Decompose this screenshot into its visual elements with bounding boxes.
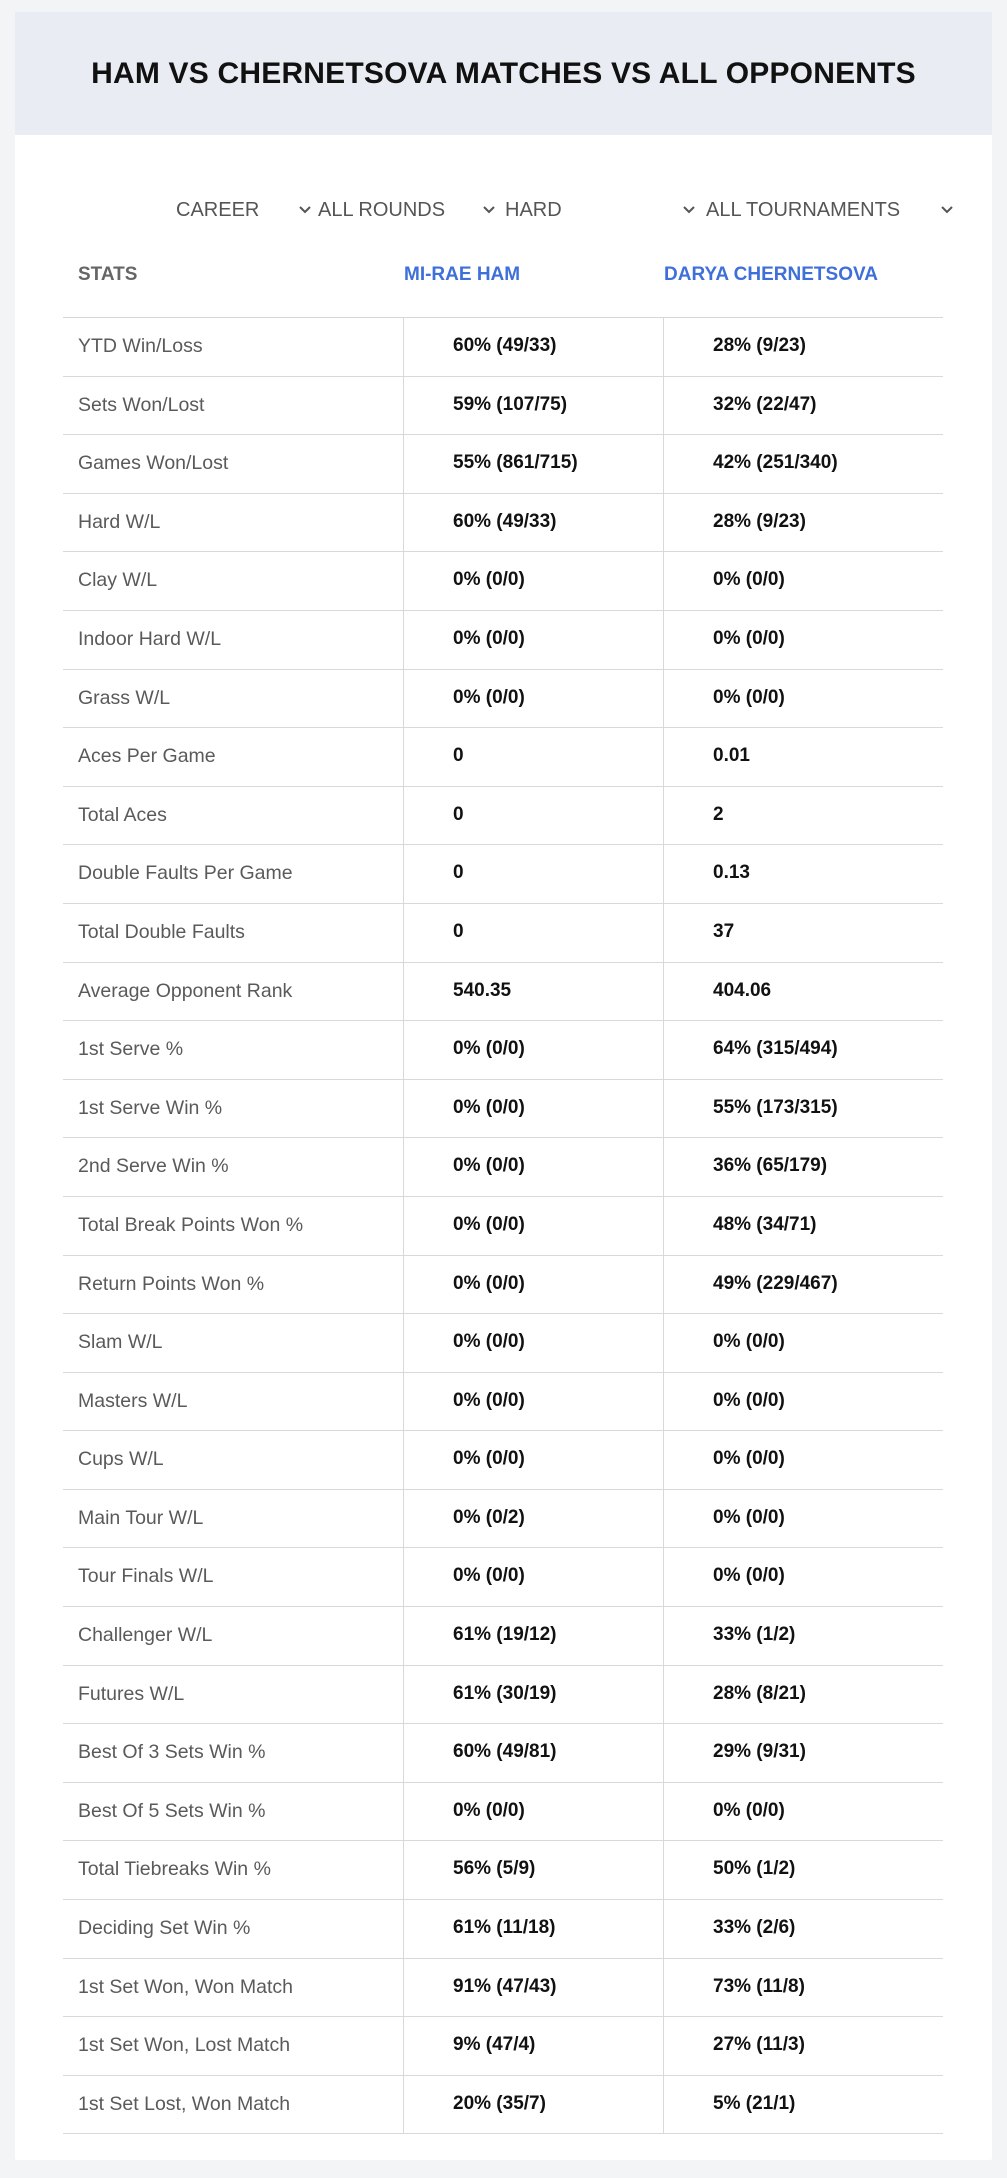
column-divider (663, 1666, 664, 1724)
player2-value: 33% (2/6) (713, 1917, 796, 1939)
column-divider (663, 1959, 664, 2017)
player1-value: 0% (0/0) (453, 569, 525, 591)
table-row (63, 1021, 943, 1080)
column-divider (663, 1431, 664, 1489)
column-divider (663, 1314, 664, 1372)
player2-value: 33% (1/2) (713, 1624, 796, 1646)
table-header (63, 248, 943, 318)
player1-value: 0% (0/0) (453, 1272, 525, 1294)
column-divider (403, 787, 404, 845)
column-divider (403, 845, 404, 903)
stats-card (15, 12, 992, 2160)
row-stat-label: Futures W/L (78, 1682, 185, 1705)
filter-surface-select[interactable] (505, 184, 705, 236)
column-divider (663, 435, 664, 493)
column-divider (663, 1900, 664, 1958)
player1-value: 0% (0/0) (453, 686, 525, 708)
row-stat-label: Indoor Hard W/L (78, 627, 222, 650)
player2-value: 37 (713, 920, 735, 942)
row-stat-label: Total Double Faults (78, 920, 245, 943)
table-row (63, 1080, 943, 1139)
column-divider (663, 728, 664, 786)
chevron-down-icon (681, 202, 697, 218)
column-divider (403, 1197, 404, 1255)
table-row (63, 611, 943, 670)
column-divider (663, 318, 664, 376)
table-row (63, 552, 943, 611)
column-header-player2[interactable]: DARYA CHERNETSOVA (664, 264, 878, 285)
player2-value: 49% (229/467) (713, 1272, 838, 1294)
player1-value: 0% (0/0) (453, 1389, 525, 1411)
player2-value: 48% (34/71) (713, 1213, 817, 1235)
row-stat-label: Clay W/L (78, 569, 158, 592)
column-divider (403, 1256, 404, 1314)
table-row (63, 1959, 943, 2018)
stats-table (63, 248, 943, 2134)
column-divider (403, 904, 404, 962)
player2-value: 0% (0/0) (713, 627, 785, 649)
player2-value: 36% (65/179) (713, 1155, 828, 1177)
player1-value: 0% (0/0) (453, 1331, 525, 1353)
player2-value: 29% (9/31) (713, 1741, 806, 1763)
row-stat-label: 1st Serve Win % (78, 1096, 223, 1119)
column-divider (403, 1783, 404, 1841)
table-row (63, 1197, 943, 1256)
column-divider (403, 552, 404, 610)
column-divider (663, 1548, 664, 1606)
player2-value: 0% (0/0) (713, 1506, 785, 1528)
chevron-down-icon (481, 202, 497, 218)
table-row (63, 963, 943, 1022)
column-divider (403, 670, 404, 728)
row-stat-label: Total Break Points Won % (78, 1213, 304, 1236)
player2-value: 73% (11/8) (713, 1975, 805, 1997)
player2-value: 0% (0/0) (713, 1448, 785, 1470)
table-row (63, 904, 943, 963)
table-row (63, 1256, 943, 1315)
column-divider (403, 318, 404, 376)
row-stat-label: Return Points Won % (78, 1272, 265, 1295)
player1-value: 60% (49/33) (453, 510, 557, 532)
table-row (63, 2017, 943, 2076)
column-divider (403, 1021, 404, 1079)
table-row (63, 670, 943, 729)
player1-value: 61% (30/19) (453, 1682, 557, 1704)
player1-value: 59% (107/75) (453, 393, 568, 415)
filter-career-select[interactable] (176, 184, 316, 236)
row-stat-label: Masters W/L (78, 1389, 188, 1412)
table-row (63, 1138, 943, 1197)
player1-value: 0% (0/2) (453, 1506, 525, 1528)
player1-value: 9% (47/4) (453, 2034, 536, 2056)
table-row (63, 728, 943, 787)
player2-value: 0% (0/0) (713, 686, 785, 708)
row-stat-label: 2nd Serve Win % (78, 1155, 229, 1178)
row-stat-label: YTD Win/Loss (78, 335, 203, 357)
row-stat-label: Best Of 3 Sets Win % (78, 1741, 266, 1764)
player1-value: 0 (453, 803, 464, 825)
player1-value: 540.35 (453, 979, 512, 1001)
column-divider (663, 1256, 664, 1314)
column-divider (403, 1080, 404, 1138)
player1-value: 0 (453, 920, 464, 942)
table-row (63, 845, 943, 904)
player2-value: 0.13 (713, 862, 750, 884)
row-stat-label: Games Won/Lost (78, 452, 229, 475)
table-row (63, 318, 943, 377)
table-row (63, 1548, 943, 1607)
row-stat-label: Deciding Set Win % (78, 1917, 251, 1940)
row-stat-label: Total Tiebreaks Win % (78, 1858, 271, 1881)
player2-value: 0% (0/0) (713, 569, 785, 591)
player1-value: 61% (19/12) (453, 1624, 557, 1646)
column-header-stats: STATS (78, 264, 138, 285)
row-stat-label: Main Tour W/L (78, 1506, 204, 1529)
column-divider (663, 787, 664, 845)
table-row (63, 1841, 943, 1900)
column-divider (403, 1607, 404, 1665)
player2-value: 42% (251/340) (713, 452, 838, 474)
player1-value: 60% (49/81) (453, 1741, 557, 1763)
table-row (63, 494, 943, 553)
player1-value: 0 (453, 862, 464, 884)
column-divider (663, 2076, 664, 2134)
row-stat-label: Slam W/L (78, 1331, 163, 1354)
column-divider (403, 1666, 404, 1724)
player1-value: 0% (0/0) (453, 1096, 525, 1118)
player2-value: 0% (0/0) (713, 1389, 785, 1411)
player2-value: 32% (22/47) (713, 393, 817, 415)
player2-value: 64% (315/494) (713, 1038, 838, 1060)
player2-value: 404.06 (713, 979, 772, 1001)
filter-tournaments-select[interactable] (706, 184, 961, 236)
row-stat-label: Tour Finals W/L (78, 1565, 214, 1588)
player1-value: 60% (49/33) (453, 335, 557, 356)
row-stat-label: Challenger W/L (78, 1624, 213, 1647)
column-divider (663, 552, 664, 610)
column-divider (403, 728, 404, 786)
table-row (63, 1783, 943, 1842)
column-divider (403, 1959, 404, 2017)
row-stat-label: Cups W/L (78, 1448, 164, 1471)
chevron-down-icon (939, 202, 955, 218)
column-divider (403, 1314, 404, 1372)
column-divider (663, 1783, 664, 1841)
column-divider (663, 377, 664, 435)
player1-value: 91% (47/43) (453, 1975, 557, 1997)
column-divider (403, 1724, 404, 1782)
player2-value: 0% (0/0) (713, 1799, 785, 1821)
row-stat-label: Grass W/L (78, 686, 171, 709)
row-stat-label: Total Aces (78, 803, 167, 826)
column-divider (663, 1724, 664, 1782)
row-stat-label: 1st Set Lost, Won Match (78, 2092, 291, 2115)
player1-value: 56% (5/9) (453, 1858, 536, 1880)
table-row (63, 1314, 943, 1373)
filter-rounds-label: ALL ROUNDS (318, 198, 446, 221)
table-row (63, 2076, 943, 2135)
column-divider (403, 1548, 404, 1606)
column-divider (663, 611, 664, 669)
column-divider (663, 494, 664, 552)
column-divider (663, 2017, 664, 2075)
column-divider (403, 611, 404, 669)
row-stat-label: Sets Won/Lost (78, 393, 205, 416)
player1-value: 0% (0/0) (453, 1799, 525, 1821)
column-divider (403, 1138, 404, 1196)
table-row (63, 1724, 943, 1783)
table-row (63, 1607, 943, 1666)
column-divider (663, 845, 664, 903)
column-divider (663, 670, 664, 728)
column-divider (403, 1373, 404, 1431)
player2-value: 28% (9/23) (713, 510, 806, 532)
column-divider (403, 963, 404, 1021)
table-row (63, 1900, 943, 1959)
row-stat-label: Aces Per Game (78, 745, 216, 768)
player2-value: 28% (9/23) (713, 335, 806, 356)
table-row (63, 1490, 943, 1549)
column-divider (663, 904, 664, 962)
player2-value: 27% (11/3) (713, 2034, 805, 2056)
column-divider (663, 1138, 664, 1196)
column-divider (403, 2076, 404, 2134)
column-divider (403, 494, 404, 552)
page-title: HAM VS CHERNETSOVA MATCHES VS ALL OPPONENTS (91, 56, 916, 90)
player1-value: 0% (0/0) (453, 1213, 525, 1235)
table-row (63, 377, 943, 436)
column-divider (663, 1080, 664, 1138)
column-header-player1[interactable]: MI-RAE HAM (404, 264, 521, 285)
player2-value: 0% (0/0) (713, 1565, 785, 1587)
column-divider (663, 1197, 664, 1255)
player2-value: 2 (713, 803, 724, 825)
filter-tournaments-label: ALL TOURNAMENTS (706, 198, 901, 221)
column-divider (663, 1490, 664, 1548)
column-divider (403, 2017, 404, 2075)
player1-value: 0 (453, 745, 464, 767)
column-divider (663, 1607, 664, 1665)
player2-value: 0% (0/0) (713, 1331, 785, 1353)
table-row (63, 787, 943, 846)
row-stat-label: 1st Set Won, Won Match (78, 1975, 293, 1998)
column-divider (403, 377, 404, 435)
column-divider (663, 963, 664, 1021)
filter-bar (15, 184, 992, 236)
column-divider (663, 1021, 664, 1079)
table-row (63, 435, 943, 494)
table-row (63, 1666, 943, 1725)
player1-value: 0% (0/0) (453, 1155, 525, 1177)
player1-value: 61% (11/18) (453, 1917, 556, 1939)
column-divider (663, 1841, 664, 1899)
chevron-down-icon (297, 202, 313, 218)
column-divider (663, 1373, 664, 1431)
player1-value: 55% (861/715) (453, 452, 578, 474)
player1-value: 0% (0/0) (453, 627, 525, 649)
player2-value: 0.01 (713, 745, 750, 767)
column-divider (403, 1841, 404, 1899)
player2-value: 28% (8/21) (713, 1682, 806, 1704)
row-stat-label: Best Of 5 Sets Win % (78, 1799, 266, 1822)
row-stat-label: Average Opponent Rank (78, 979, 293, 1002)
table-body (63, 318, 943, 2134)
row-stat-label: 1st Set Won, Lost Match (78, 2034, 291, 2057)
filter-career-label: CAREER (176, 198, 260, 221)
page-header (15, 12, 992, 135)
player2-value: 50% (1/2) (713, 1858, 796, 1880)
player2-value: 55% (173/315) (713, 1096, 838, 1118)
player1-value: 0% (0/0) (453, 1565, 525, 1587)
column-divider (403, 1431, 404, 1489)
row-stat-label: 1st Serve % (78, 1038, 184, 1061)
player1-value: 0% (0/0) (453, 1448, 525, 1470)
filter-rounds-select[interactable] (318, 184, 503, 236)
table-row (63, 1431, 943, 1490)
player1-value: 0% (0/0) (453, 1038, 525, 1060)
table-row (63, 1373, 943, 1432)
column-divider (403, 435, 404, 493)
player1-value: 20% (35/7) (453, 2092, 546, 2114)
row-stat-label: Hard W/L (78, 510, 161, 533)
player2-value: 5% (21/1) (713, 2092, 796, 2114)
row-stat-label: Double Faults Per Game (78, 862, 293, 885)
column-divider (403, 1900, 404, 1958)
column-divider (403, 1490, 404, 1548)
filter-surface-label: HARD (505, 198, 562, 221)
